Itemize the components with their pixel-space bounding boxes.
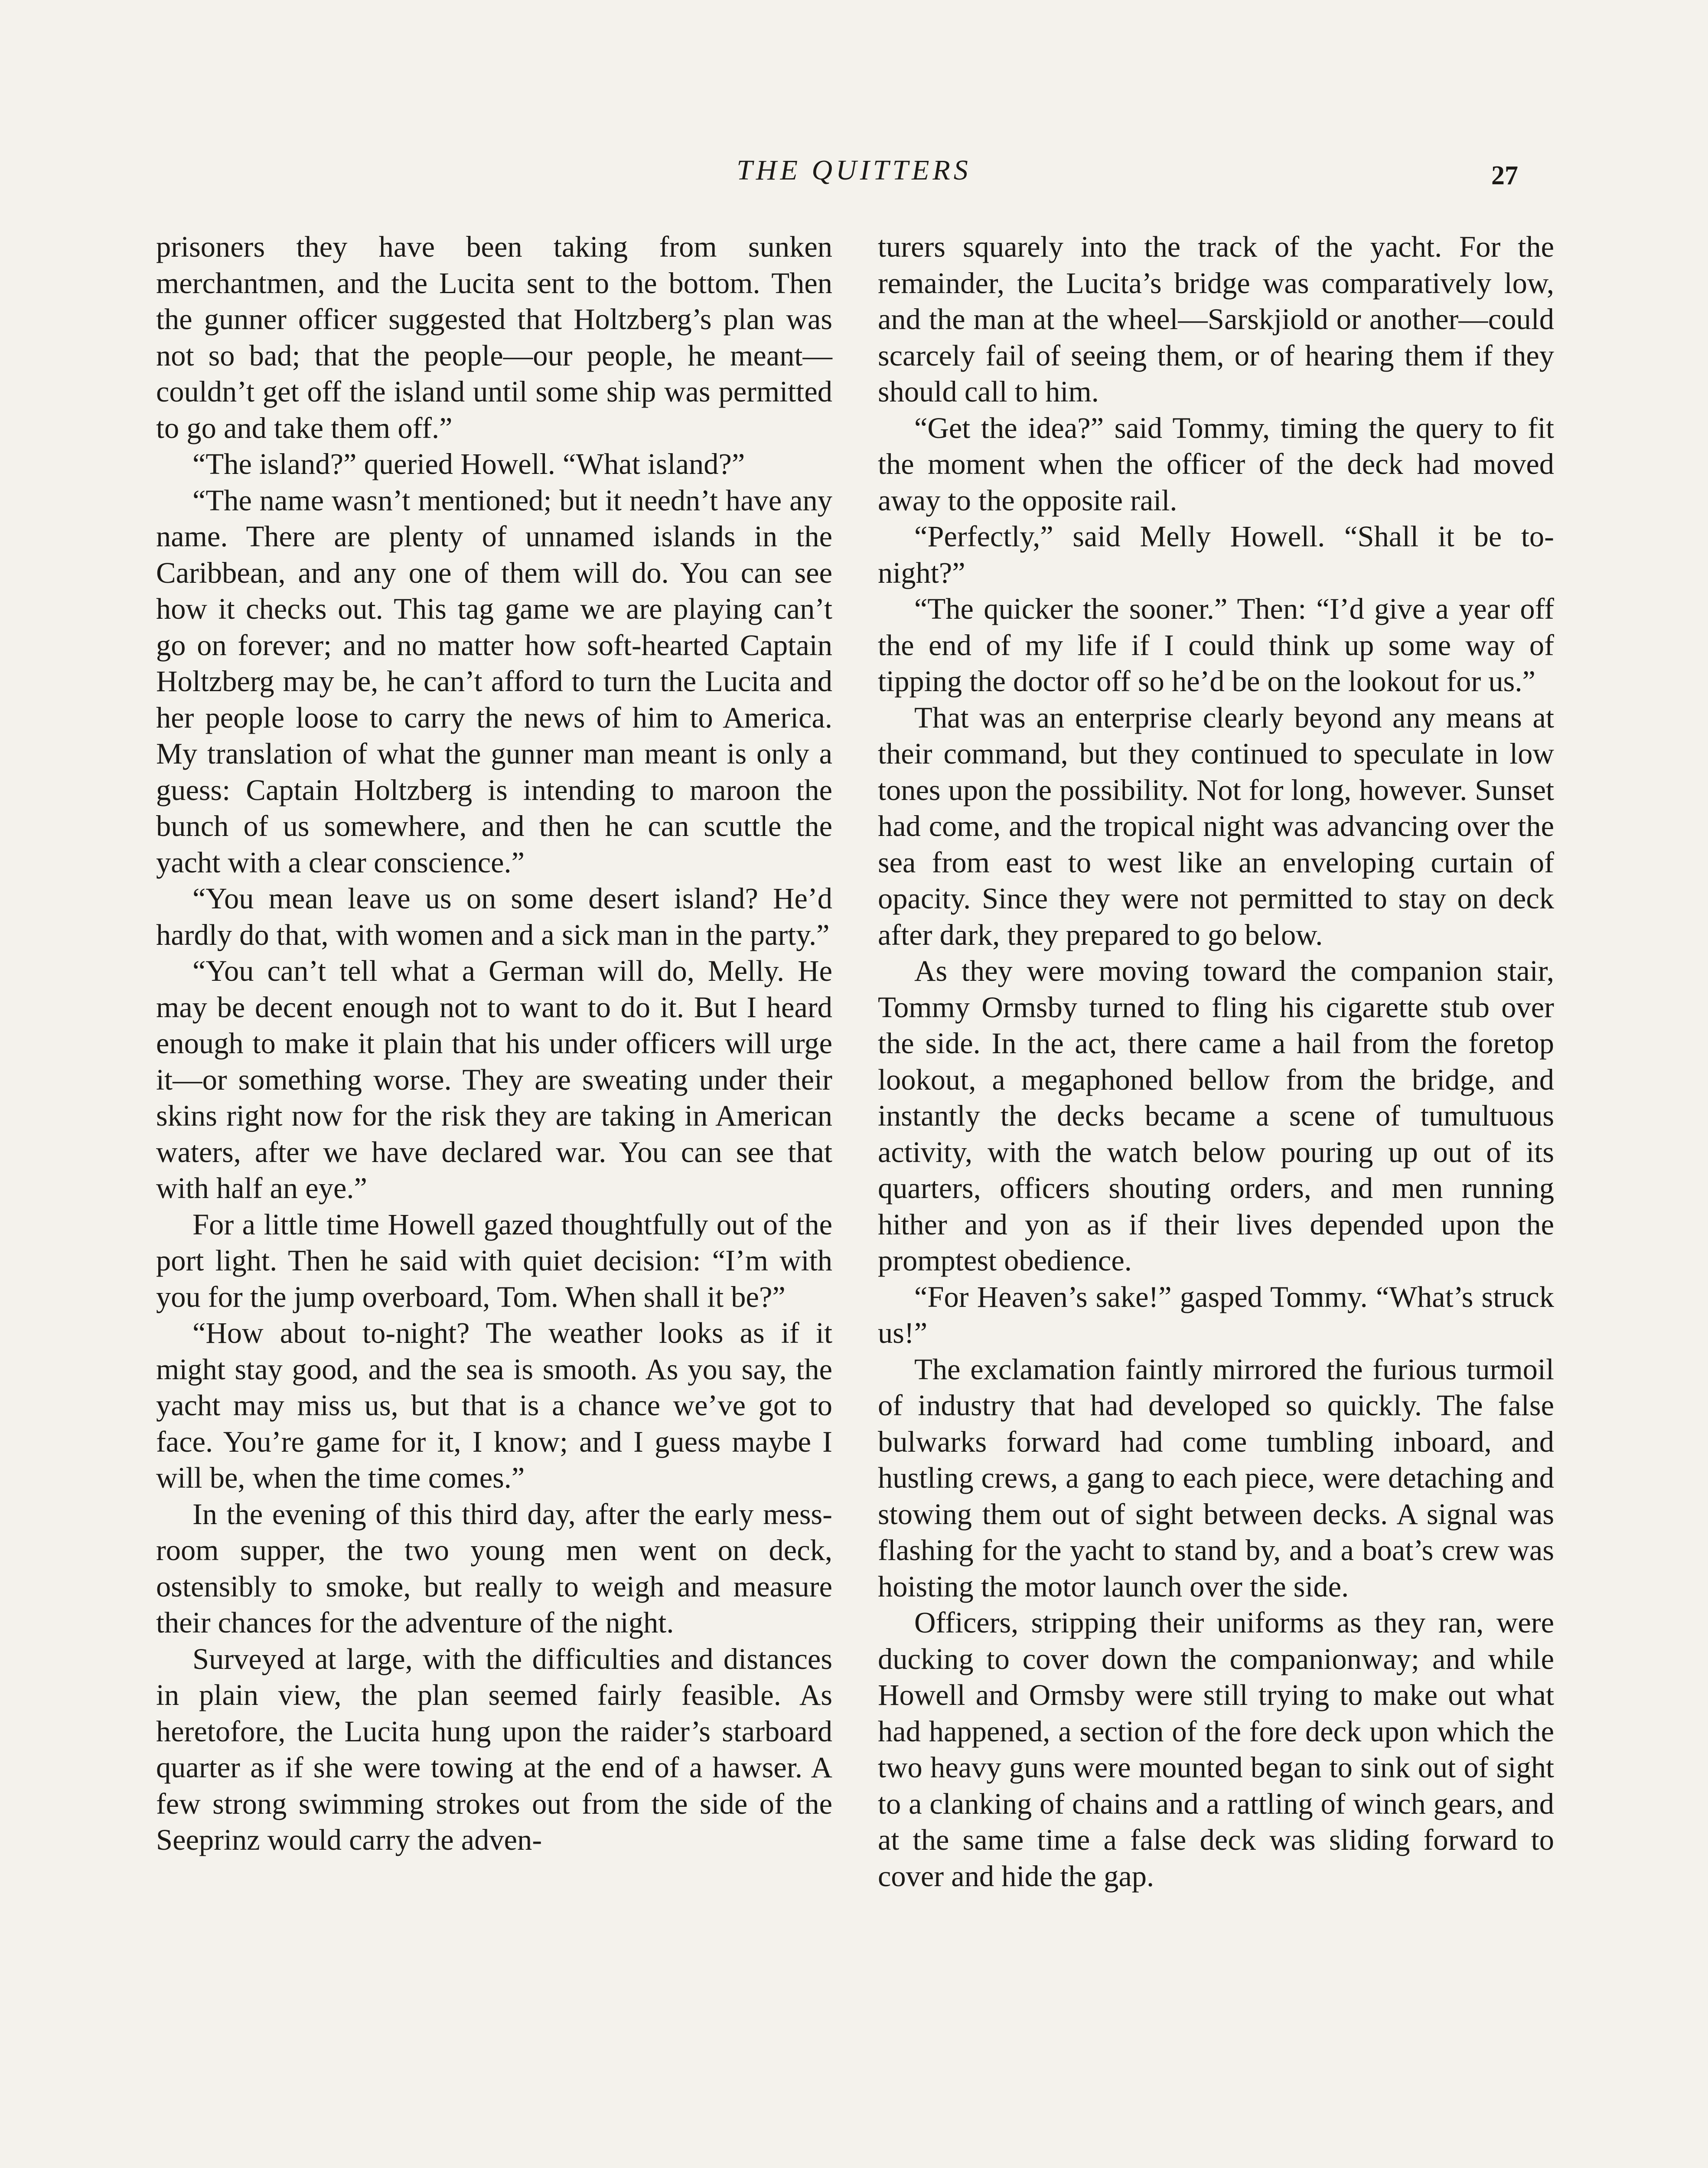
- paragraph: As they were moving toward the companion stair, Tommy Ormsby turned to fling his cigarette stub over the side. In the act, there came a hail from the foretop lookout, a megaphoned bellow from the bridge, and instantly the decks became a scene of tumultuous activity, with the watch below pouring up out of its quarters, officers shouting orders, and men running hither and yon as if their lives depended upon the promptest obedience.: [878, 954, 1554, 1277]
- paragraph: “How about to-night? The weather looks as if it might stay good, and the sea is smooth. As you say, the yacht may miss us, but that is a chance we’ve got to face. You’re game for it, I know; and I guess maybe I will be, when the time comes.”: [156, 1316, 832, 1494]
- text-column-left: [156, 229, 832, 1858]
- paragraph: That was an enterprise clearly beyond any means at their command, but they continued to speculate in low tones upon the possibility. Not for long, however. Sunset had come, and the tropical night was advancing over the sea from east to west like an enveloping curtain of opacity. Since they were not permitted to stay on deck after dark, they prepared to go below.: [878, 701, 1554, 951]
- running-title: THE QUITTERS: [737, 154, 971, 186]
- text-column-right: [878, 229, 1554, 1894]
- paragraph: Officers, stripping their uniforms as they ran, were ducking to cover down the companionway; and while Howell and Ormsby were still trying to make out what had happened, a section of the fore deck upon which the two heavy guns were mounted began to sink out of sight to a clanking of chains and a rattling of winch gears, and at the same time a false deck was sliding forward to cover and hide the gap.: [878, 1606, 1554, 1893]
- paragraph: “The island?” queried Howell. “What island?”: [192, 447, 745, 480]
- paragraph: The exclamation faintly mirrored the furious turmoil of industry that had developed so quickly. The false bulwarks forward had come tumbling inboard, and hustling crews, a gang to each piece, were detaching and stowing them out of sight between decks. A signal was flashing for the yacht to stand by, and a boat’s crew was hoisting the motor launch over the side.: [878, 1352, 1554, 1603]
- paragraph: In the evening of this third day, after the early mess-room supper, the two young men went on deck, ostensibly to smoke, but really to weigh and measure their chances for the adventure of the night.: [156, 1497, 832, 1639]
- paragraph: For a little time Howell gazed thoughtfully out of the port light. Then he said with quiet decision: “I’m with you for the jump overboard, Tom. When shall it be?”: [156, 1208, 832, 1313]
- paragraph: turers squarely into the track of the yacht. For the remainder, the Lucita’s bridge was comparatively low, and the man at the wheel—Sarskjiold or another—could scarcely fail of seeing them, or of hearing them if they should call to him.: [878, 230, 1554, 408]
- paragraph: “You mean leave us on some desert island? He’d hardly do that, with women and a sick man in the party.”: [156, 882, 832, 951]
- paragraph: Surveyed at large, with the difficulties and distances in plain view, the plan seemed fairly feasible. As heretofore, the Lucita hung upon the raider’s starboard quarter as if she were towing at the end of a hawser. A few strong swimming strokes out from the side of the Seeprinz would carry the adven-: [156, 1642, 832, 1856]
- paragraph: “Perfectly,” said Melly Howell. “Shall it be to-night?”: [878, 520, 1554, 589]
- paragraph: prisoners they have been taking from sunken merchantmen, and the Lucita sent to the bottom. Then the gunner officer suggested that Holtzberg’s plan was not so bad; that the people—our people, he meant—couldn’t get off the island until some ship was permitted to go and take them off.”: [156, 230, 832, 444]
- paragraph: “Get the idea?” said Tommy, timing the query to fit the moment when the officer of the deck had moved away to the opposite rail.: [878, 411, 1554, 517]
- paragraph: “For Heaven’s sake!” gasped Tommy. “What’s struck us!”: [878, 1280, 1554, 1349]
- paragraph: “The name wasn’t mentioned; but it needn’t have any name. There are plenty of unnamed islands in the Caribbean, and any one of them will do. You can see how it checks out. This tag game we are playing can’t go on forever; and no matter how soft-hearted Captain Holtzberg may be, he can’t afford to turn the Lucita and her people loose to carry the news of him to America. My translation of what the gunner man meant is only a guess: Captain Holtzberg is intending to maroon the bunch of us somewhere, and then he can scuttle the yacht with a clear conscience.”: [156, 483, 832, 879]
- page-number: 27: [1491, 161, 1518, 190]
- paragraph: “You can’t tell what a German will do, Melly. He may be decent enough not to want to do it. But I heard enough to make it plain that his under officers will urge it—or something worse. They are sweating under their skins right now for the risk they are taking in American waters, after we have declared war. You can see that with half an eye.”: [156, 954, 832, 1205]
- paragraph: “The quicker the sooner.” Then: “I’d give a year off the end of my life if I could think up some way of tipping the doctor off so he’d be on the lookout for us.”: [878, 592, 1554, 698]
